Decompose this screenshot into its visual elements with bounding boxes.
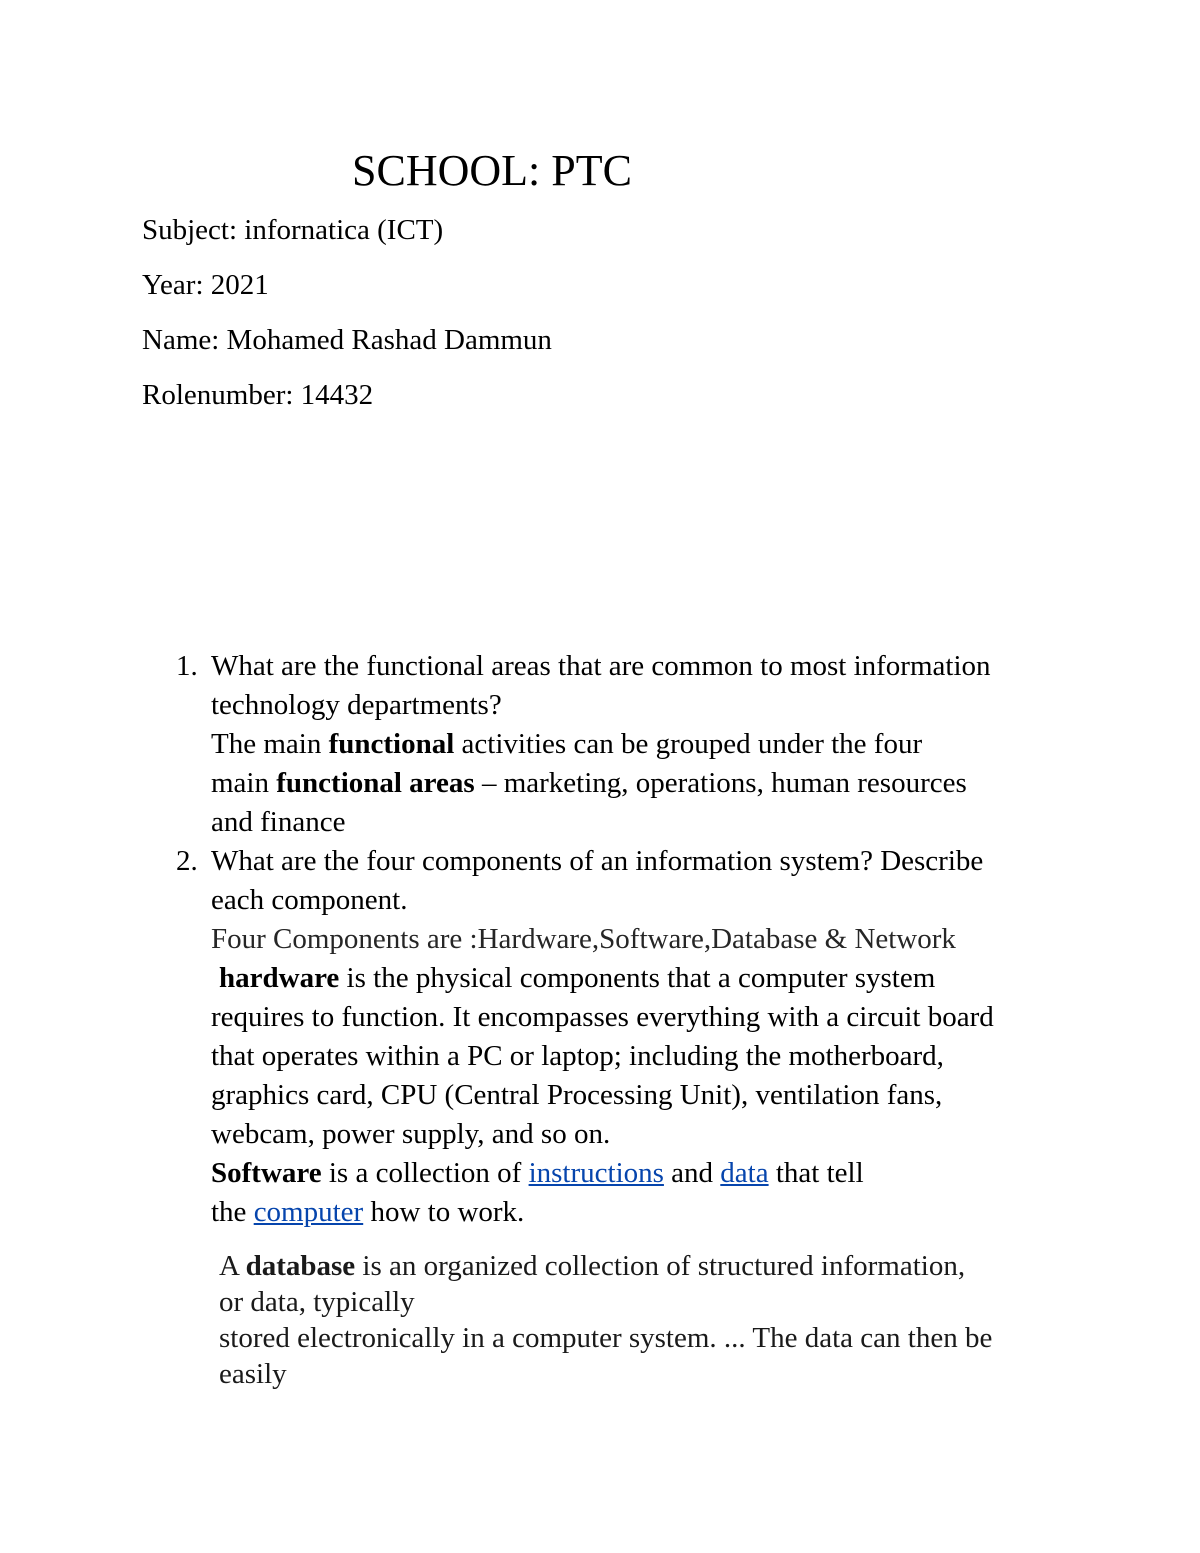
software-line2 (211, 1193, 1081, 1232)
subject-line: Subject: infornatica (ICT) (142, 214, 444, 246)
question-1-text-line2: technology departments? (211, 689, 502, 721)
question-2-number: 2. (176, 845, 198, 877)
computer-link[interactable]: computer (253, 1196, 364, 1228)
instructions-link[interactable]: instructions (528, 1157, 664, 1189)
hardware-text: is the physical components that a computer system (339, 962, 936, 994)
database-paragraph (219, 1248, 1089, 1392)
software-text: is a collection of (321, 1157, 529, 1189)
answer-1-text: The main (211, 728, 329, 760)
database-line4: easily (219, 1358, 287, 1390)
question-2-text-line2: each component. (211, 884, 408, 916)
question-1 (211, 647, 1081, 842)
answer-1-line3: and finance (211, 806, 346, 838)
software-text: the (211, 1196, 254, 1228)
database-line1 (219, 1248, 1089, 1284)
answer-1-line1 (211, 725, 1081, 764)
database-text: A (219, 1250, 246, 1282)
answer-1-bold-term: functional areas (276, 767, 475, 799)
year-line: Year: 2021 (142, 269, 269, 301)
hardware-line2: requires to function. It encompasses everything with a circuit board (211, 1001, 994, 1033)
question-2-text-line1: What are the four components of an information system? Describe (211, 845, 984, 877)
answer-1-bold-term: functional (328, 728, 455, 760)
software-text: how to work. (363, 1196, 525, 1228)
components-line: Four Components are :Hardware,Software,Database & Network (211, 923, 956, 955)
database-text: is an organized collection of structured information, (355, 1250, 966, 1282)
name-line: Name: Mohamed Rashad Dammun (142, 324, 552, 356)
page-title: SCHOOL: PTC (352, 146, 632, 195)
software-text: and (663, 1157, 721, 1189)
database-term: database (245, 1250, 356, 1282)
software-term: Software (211, 1157, 322, 1189)
question-1-text-line1: What are the functional areas that are common to most information (211, 650, 991, 682)
software-line1 (211, 1154, 1081, 1193)
software-text: that tell (768, 1157, 864, 1189)
rolenumber-line: Rolenumber: 14432 (142, 379, 374, 411)
hardware-line3: that operates within a PC or laptop; including the motherboard, (211, 1040, 944, 1072)
database-line3: stored electronically in a computer system. ... The data can then be (219, 1322, 993, 1354)
answer-1-text: activities can be grouped under the four (454, 728, 923, 760)
hardware-term: hardware (219, 962, 340, 994)
database-line2: or data, typically (219, 1286, 415, 1318)
hardware-line5: webcam, power supply, and so on. (211, 1118, 611, 1150)
answer-1-text: – marketing, operations, human resources (474, 767, 967, 799)
data-link[interactable]: data (720, 1157, 769, 1189)
question-2 (211, 842, 1081, 1232)
answer-1-text: main (211, 767, 277, 799)
question-1-number: 1. (176, 650, 198, 682)
answer-1-line2 (211, 764, 1081, 803)
hardware-line1 (211, 959, 1081, 998)
hardware-line4: graphics card, CPU (Central Processing Unit), ventilation fans, (211, 1079, 943, 1111)
